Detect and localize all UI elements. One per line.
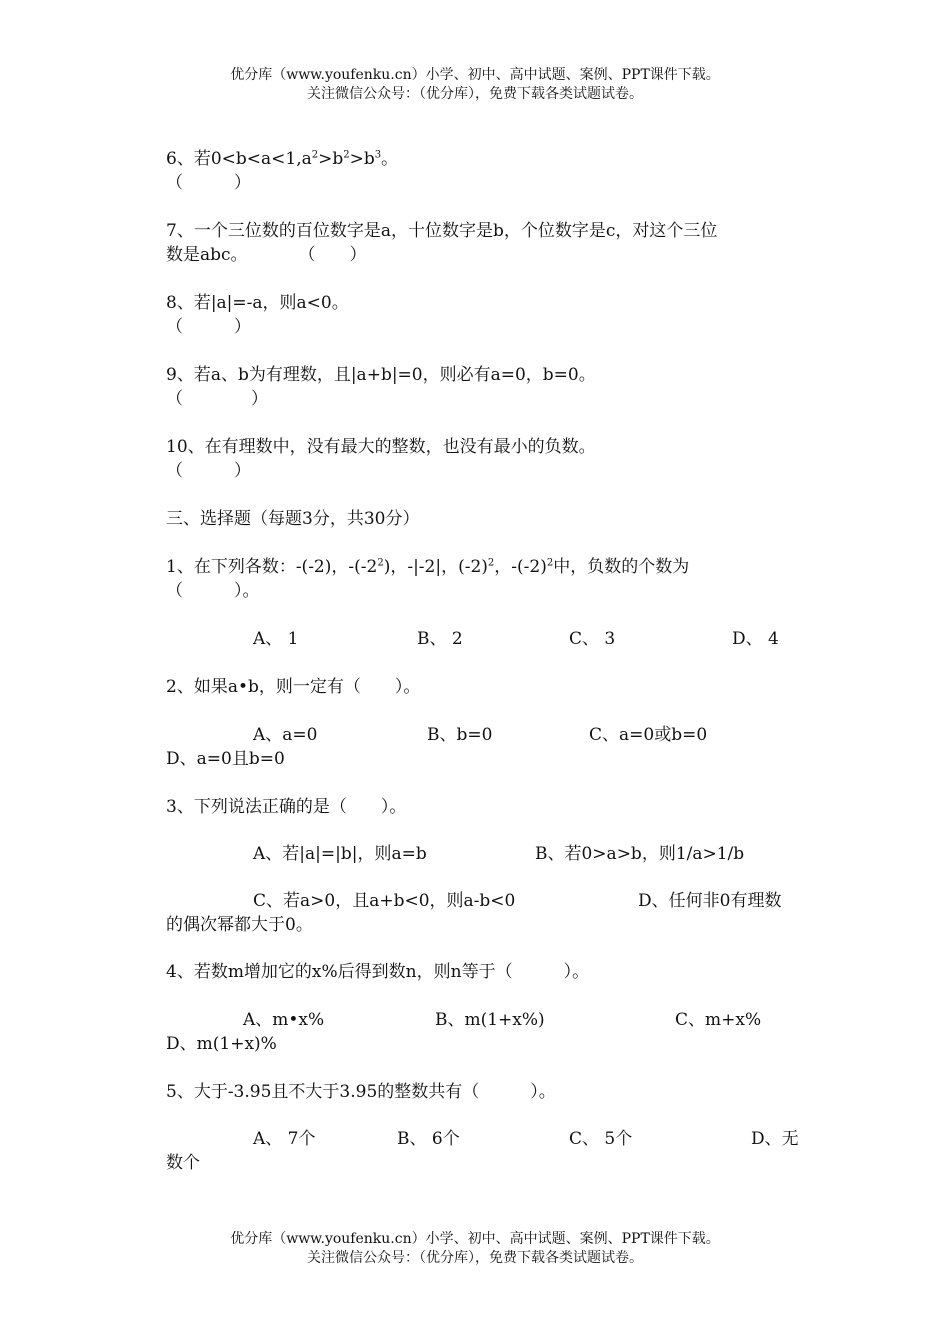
page-header-line-2: 关注微信公众号：（优分库），免费下载各类试题试卷。 <box>307 86 643 102</box>
section-title: 三、选择题（每题3分，共30分） <box>166 509 420 529</box>
q6-sup-3: 3 <box>374 149 382 161</box>
choice-q4-stem: 4、若数m增加它的x%后得到数n，则n等于（ ）。 <box>166 962 590 982</box>
choice-q3-stem: 3、下列说法正确的是（ ）。 <box>166 797 407 817</box>
judge-q10-stem: 10、在有理数中，没有最大的整数，也没有最小的负数。 <box>166 437 596 457</box>
q1-text-d: 中，负数的个数为 <box>553 557 690 577</box>
choice-q1-answer-paren: （ ）。 <box>166 581 260 601</box>
q1-option-c: C、 3 <box>569 629 616 649</box>
choice-q2-stem: 2、如果a•b，则一定有（ ）。 <box>166 677 421 697</box>
judge-q9-answer-paren: （ ） <box>166 389 268 409</box>
page-footer-line-2: 关注微信公众号：（优分库），免费下载各类试题试卷。 <box>307 1250 643 1266</box>
q1-sup-c: 2 <box>546 557 554 569</box>
page-footer-line-1: 优分库（www.youfenku.cn）小学、初中、高中试题、案例、PPT课件下载。 <box>230 1231 720 1247</box>
q6-sup-1: 2 <box>311 149 319 161</box>
q6-text-d: 。 <box>381 149 399 169</box>
q4-option-a: A、m•x% <box>243 1010 325 1030</box>
q1-option-d: D、 4 <box>732 629 779 649</box>
choice-q1-stem <box>166 556 689 578</box>
q4-option-d: D、m(1+x)% <box>166 1034 277 1054</box>
q6-text-c: >b <box>349 149 375 169</box>
judge-q9-stem: 9、若a、b为有理数，且|a+b|=0，则必有a=0，b=0。 <box>166 365 596 385</box>
q3-option-a: A、若|a|=|b|，则a=b <box>253 844 427 864</box>
q3-option-d-continued: 的偶次幂都大于0。 <box>166 915 313 935</box>
q4-option-c: C、m+x% <box>675 1010 762 1030</box>
judge-q7-stem-line1: 7、一个三位数的百位数字是a，十位数字是b，个位数字是c，对这个三位 <box>166 221 718 241</box>
judge-q8-stem: 8、若|a|=-a，则a<0。 <box>166 293 349 313</box>
q2-option-c: C、a=0或b=0 <box>589 725 708 745</box>
q5-option-c: C、 5个 <box>569 1129 633 1149</box>
judge-q7-stem-line2: 数是abc。 （ ） <box>166 245 367 265</box>
q3-option-c: C、若a>0，且a+b<0，则a-b<0 <box>253 891 516 911</box>
q2-option-d: D、a=0且b=0 <box>166 749 285 769</box>
q5-option-d-continued: 数个 <box>166 1153 200 1173</box>
q1-text-c: ，-(-2) <box>494 557 547 577</box>
judge-q6-answer-paren: （ ） <box>166 173 251 193</box>
choice-q5-stem: 5、大于-3.95且不大于3.95的整数共有（ ）。 <box>166 1082 556 1102</box>
q4-option-b: B、m(1+x%) <box>435 1010 545 1030</box>
q1-sup-a: 2 <box>377 557 384 569</box>
q5-option-b: B、 6个 <box>397 1129 460 1149</box>
q1-text-a: 1、在下列各数：-(-2)，-(-2 <box>166 557 378 577</box>
q1-sup-b: 2 <box>487 557 495 569</box>
judge-q10-answer-paren: （ ） <box>166 461 251 481</box>
q6-text-a: 6、若0<b<a<1,a <box>166 149 312 169</box>
q5-option-d: D、无 <box>751 1129 799 1149</box>
q1-text-b: )，-|-2|，(-2) <box>383 557 488 577</box>
q1-option-b: B、 2 <box>417 629 463 649</box>
q3-option-d: D、任何非0有理数 <box>638 891 782 911</box>
q5-option-a: A、 7个 <box>253 1129 316 1149</box>
judge-q8-answer-paren: （ ） <box>166 317 251 337</box>
q6-sup-2: 2 <box>343 149 350 161</box>
judge-q6-stem <box>166 148 398 170</box>
page-header-line-1: 优分库（www.youfenku.cn）小学、初中、高中试题、案例、PPT课件下载。 <box>230 67 720 83</box>
q3-option-b: B、若0>a>b，则1/a>1/b <box>535 844 745 864</box>
q2-option-a: A、a=0 <box>253 725 318 745</box>
q1-option-a: A、 1 <box>253 629 299 649</box>
q6-text-b: >b <box>318 149 344 169</box>
q2-option-b: B、b=0 <box>427 725 493 745</box>
